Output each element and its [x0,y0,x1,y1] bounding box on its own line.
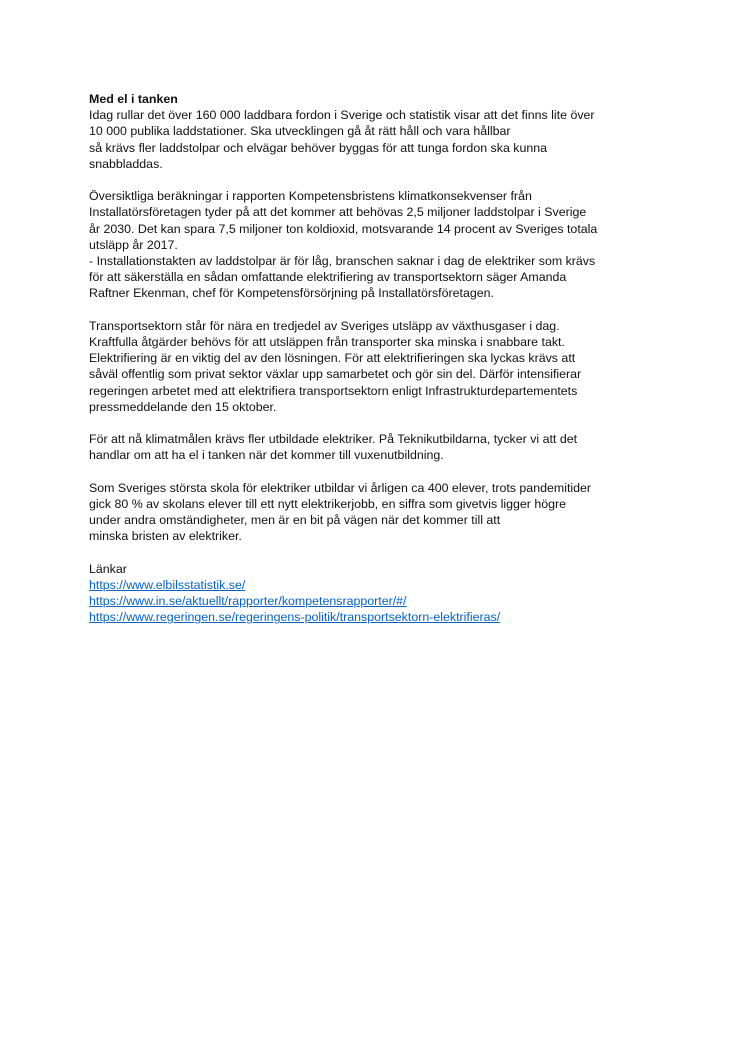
text-line: Idag rullar det över 160 000 laddbara fordon i Sverige och statistik visar att det finns lite över [89,108,595,123]
links-section [89,561,661,626]
link-elbilsstatistik[interactable]: https://www.elbilsstatistik.se/ [89,578,246,593]
text-line: gick 80 % av skolans elever till ett nytt elektrikerjobb, en siffra som givetvis ligger högre [89,497,567,512]
text-line: snabbladdas. [89,156,163,171]
text-line: år 2030. Det kan spara 7,5 miljoner ton koldioxid, motsvarande 14 procent av Sveriges totala [89,221,598,236]
text-line: Raftner Ekenman, chef för Kompetensförsörjning på Installatörsföretagen. [89,286,494,301]
document-page [89,91,661,626]
text-line: Översiktliga beräkningar i rapporten Kompetensbristens klimatkonsekvenser från [89,189,532,204]
text-line: 10 000 publika laddstationer. Ska utvecklingen gå åt rätt håll och vara hållbar [89,124,511,139]
text-line: Installatörsföretagen tyder på att det kommer att behövas 2,5 miljoner laddstolpar i Sverige [89,205,587,220]
text-line: Kraftfulla åtgärder behövs för att utsläppen från transporter ska minska i snabbare takt. [89,335,565,350]
text-line: minska bristen av elektriker. [89,529,242,544]
paragraph-school [89,480,661,545]
text-line: under andra omständigheter, men är en bit på vägen när det kommer till att [89,513,501,528]
paragraph-intro [89,107,661,172]
text-line: såväl offentlig som privat sektor växlar upp samarbetet och gör sin del. Därför intensifierar [89,367,582,382]
text-line: så krävs fler laddstolpar och elvägar behöver byggas för att tunga fordon ska kunna [89,140,548,155]
text-line: handlar om att ha el i tanken när det kommer till vuxenutbildning. [89,448,444,463]
text-line: utsläpp år 2017. [89,237,178,252]
text-line: Elektrifiering är en viktig del av den lösningen. För att elektrifieringen ska lyckas krävs att [89,351,576,366]
text-line: - Installationstakten av laddstolpar är för låg, branschen saknar i dag de elektriker som krävs [89,254,596,269]
links-heading: Länkar [89,561,127,576]
link-regeringen[interactable]: https://www.regeringen.se/regeringens-politik/transportsektorn-elektrifieras/ [89,610,501,625]
document-title: Med el i tanken [89,92,178,106]
paragraph-transport [89,318,661,415]
paragraph-report [89,188,661,301]
text-line: för att säkerställa en sådan omfattande elektrifiering av transportsektorn säger Amanda [89,270,567,285]
text-line: regeringen arbetet med att elektrifiera transportsektorn enligt Infrastrukturdepartementets [89,383,578,398]
text-line: Transportsektorn står för nära en tredjedel av Sveriges utsläpp av växthusgaser i dag. [89,318,560,333]
text-line: pressmeddelande den 15 oktober. [89,399,277,414]
link-kompetensrapporter[interactable]: https://www.in.se/aktuellt/rapporter/kompetensrapporter/#/ [89,594,407,609]
paragraph-climate-goals [89,431,661,463]
text-line: För att nå klimatmålen krävs fler utbildade elektriker. På Teknikutbildarna, tycker vi att det [89,432,578,447]
text-line: Som Sveriges största skola för elektriker utbildar vi årligen ca 400 elever, trots pandemitider [89,480,592,495]
